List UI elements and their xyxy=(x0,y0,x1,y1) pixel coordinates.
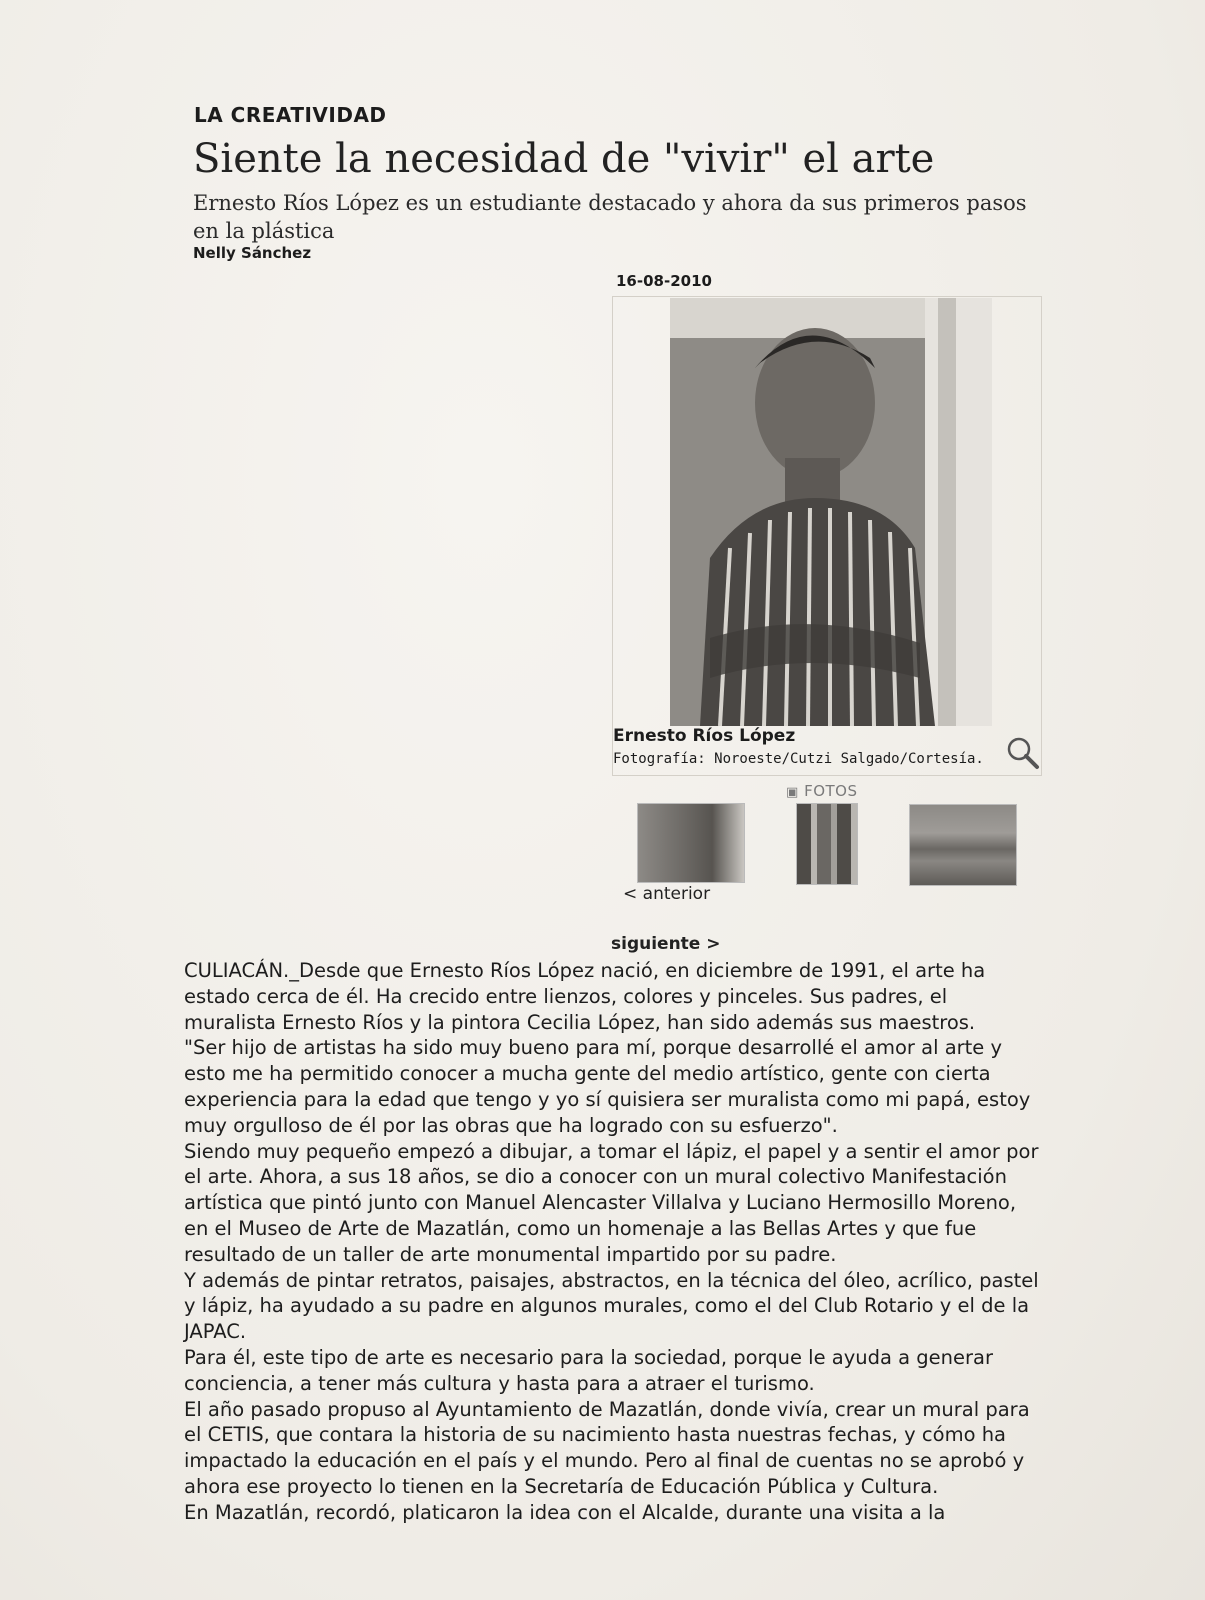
article-body xyxy=(184,958,1044,1526)
next-link[interactable]: siguiente > xyxy=(611,934,721,954)
camera-icon: ▣ xyxy=(786,785,799,800)
section-label: LA CREATIVIDAD xyxy=(194,103,387,127)
subheadline: Ernesto Ríos López es un estudiante destacado y ahora da sus primeros pasos en la plástica xyxy=(193,191,1027,243)
gallery-thumbnail[interactable] xyxy=(637,803,745,883)
publish-date: 16-08-2010 xyxy=(616,272,712,290)
magnifier-icon[interactable] xyxy=(1005,735,1041,771)
body-paragraph: Para él, este tipo de arte es necesario para la sociedad, porque le ayuda a generar conciencia, a tener más cultura y hasta para a atraer el turismo. xyxy=(184,1345,994,1395)
body-paragraph: CULIACÁN._Desde que Ernesto Ríos López nació, en diciembre de 1991, el arte ha estado cerca de él. Ha crecido entre lienzos, colores y pinceles. Sus padres, el muralista Ernesto Ríos y la pintora Cecilia López, han sido además sus maestros. xyxy=(184,959,986,1034)
body-paragraph: En Mazatlán, recordó, platicaron la idea con el Alcalde, durante una visita a la xyxy=(184,1500,946,1524)
body-paragraph: Siendo muy pequeño empezó a dibujar, a tomar el lápiz, el papel y a sentir el amor por el arte. Ahora, a sus 18 años, se dio a conocer con un mural colectivo Manifestación artística que pintó junto con Manuel Alencaster Villalva y Luciano Hermosillo Moreno, en el Museo de Arte de Mazatlán, como un homenaje a las Bellas Artes y que fue resultado de un taller de arte monumental impartido por su padre. xyxy=(184,1139,1039,1266)
previous-link[interactable]: < anterior xyxy=(623,884,711,904)
body-paragraph: "Ser hijo de artistas ha sido muy bueno para mí, porque desarrollé el amor al arte y esto me ha permitido conocer a mucha gente del medio artístico, gente con cierta experiencia para la edad que tengo y yo sí quisiera ser muralista como mi papá, estoy muy orgulloso de él por las obras que ha logrado con su esfuerzo". xyxy=(184,1036,1031,1137)
portrait-photo[interactable] xyxy=(670,298,992,726)
photo-caption-credit: Fotografía: Noroeste/Cutzi Salgado/Cortesía. xyxy=(613,751,984,767)
headline: Siente la necesidad de "vivir" el arte xyxy=(193,136,935,182)
body-paragraph: El año pasado propuso al Ayuntamiento de Mazatlán, donde vivía, crear un mural para el CETIS, que contara la historia de su nacimiento hasta nuestras fechas, y cómo ha impactado la educación en el país y el mundo. Pero al final de cuentas no se aprobó y ahora ese proyecto lo tienen en la Secretaría de Educación Pública y Cultura. xyxy=(184,1397,1030,1498)
gallery-thumbnail[interactable] xyxy=(909,804,1017,886)
gallery-label xyxy=(786,782,858,800)
gallery-thumbnail[interactable] xyxy=(796,803,858,885)
gallery-label-text: FOTOS xyxy=(804,782,858,800)
photo-caption-name: Ernesto Ríos López xyxy=(613,726,796,746)
byline: Nelly Sánchez xyxy=(193,244,312,262)
body-paragraph: Y además de pintar retratos, paisajes, abstractos, en la técnica del óleo, acrílico, pastel y lápiz, ha ayudado a su padre en algunos murales, como el del Club Rotario y el de la JAPAC. xyxy=(184,1268,1039,1344)
